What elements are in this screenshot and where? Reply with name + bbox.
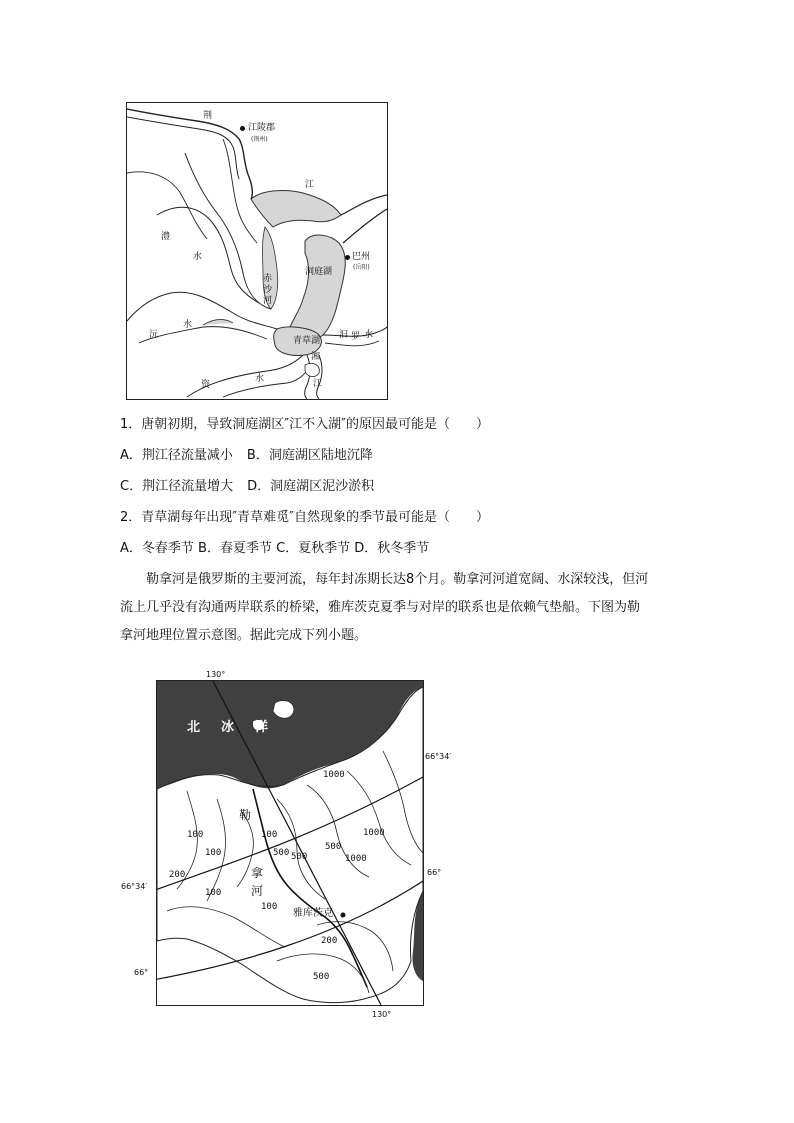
label-jiangling: 江陵郡 (248, 123, 276, 133)
dongting-lake-water (287, 235, 345, 342)
contour-label-1000-b: 1000 (363, 828, 385, 838)
contour-label-100-d: 100 (205, 888, 222, 898)
label-qingcao: 青草湖 (293, 336, 321, 346)
label-yakutsk: 雅库茨克 (293, 908, 333, 919)
q1-option-c: C．荆江径流量增大 (120, 479, 234, 494)
label-chisha-3: 河 (263, 296, 273, 306)
label-mi: 汩 (339, 330, 349, 340)
label-lena-2: 拿 (251, 866, 264, 880)
contour-south-1 (167, 907, 285, 947)
question-2-options: A．冬春季节 B．春夏季节 C．夏秋季节 D．秋冬季节 (120, 541, 430, 556)
question-1-options-cd (120, 480, 374, 493)
contour-label-1000-a: 1000 (323, 770, 345, 780)
label-jing: 荆 (203, 111, 213, 121)
label-arctic-ocean: 北 冰 洋 (187, 720, 273, 735)
jiang-outflow (341, 195, 387, 215)
dongting-map-drawing (127, 103, 387, 399)
question-1-options-ab (120, 449, 373, 462)
jing-river-line-2 (127, 117, 239, 179)
q1-option-b: B．洞庭湖区陆地沉降 (246, 448, 373, 463)
label-luo: 罗 (351, 332, 361, 342)
contour-label-500-c: 500 (291, 852, 308, 862)
lena-passage: 勒拿河是俄罗斯的主要河流，每年封冻期长达8个月。勒拿河河道宽阔、水深较浅，但河流上几乎没有沟通两岸联系的桥梁，雅库茨克夏季与对岸的联系也是依赖气垫船。下图为勒拿河地理位置示意图。据此完成下列小题。 (120, 572, 649, 643)
lat-right-6634-label: 66°34′ (425, 752, 452, 761)
lena-river-main (253, 789, 367, 987)
li-tributary (127, 172, 207, 239)
lat-66-line (157, 881, 423, 981)
label-xiang: 湘 (311, 352, 321, 362)
lat-right-66-label: 66° (427, 868, 442, 877)
zi-river-line-2 (223, 363, 311, 397)
contour-label-100-c: 100 (205, 848, 222, 858)
label-lena-1: 勒 (239, 808, 252, 822)
xiang-island (305, 363, 319, 376)
label-luo-shui: 水 (364, 330, 374, 340)
label-li: 澧 (161, 232, 171, 242)
jiang-outflow-2 (343, 209, 387, 243)
label-bazhou: 巴州 (352, 252, 371, 262)
contour-label-100-e: 100 (261, 902, 278, 912)
label-chisha-2: 沙 (263, 285, 273, 295)
q1-option-a: A．荆江径流量减小 (120, 448, 233, 463)
zi-river-line (187, 355, 303, 397)
contour-south-3 (317, 922, 393, 971)
label-xiang-jiang: 江 (313, 379, 323, 389)
yuan-river-line-2 (139, 327, 267, 343)
question-1-stem: 1．唐朝初期，导致洞庭湖区″江不入湖″的原因最可能是（ ） (120, 417, 489, 432)
contour-east-1 (347, 771, 411, 865)
q1-option-d: D．洞庭湖区泥沙淤积 (247, 479, 375, 494)
contour-label-1000-c: 1000 (345, 854, 367, 864)
lat-left-6634-label: 66°34′ (121, 882, 148, 891)
label-yueyang: (岳阳) (353, 264, 370, 271)
contour-label-100-a: 100 (187, 830, 204, 840)
lat-left-66-label: 66° (134, 968, 149, 977)
label-yuan-shui: 水 (183, 320, 193, 330)
label-li-shui: 水 (193, 252, 203, 262)
jiang-water-area (251, 191, 341, 227)
bazhou-city-dot (345, 255, 350, 260)
lena-river-map (156, 680, 424, 1006)
lon-top-label: 130° (206, 670, 226, 679)
arctic-ocean (157, 681, 423, 789)
jing-river-line (127, 109, 252, 199)
island-1 (273, 701, 294, 718)
label-chisha-1: 赤 (263, 274, 273, 284)
contour-label-500-b: 500 (325, 842, 342, 852)
xiang-river-line (305, 355, 310, 399)
lon-bottom-label: 130° (372, 1010, 392, 1019)
yuan-water-patch (203, 319, 233, 325)
jiangling-city-dot (240, 126, 245, 131)
label-lena-3: 河 (251, 884, 264, 898)
label-zi: 资 (201, 380, 211, 390)
li-river-line-2 (185, 153, 271, 309)
label-zi-shui: 水 (255, 374, 265, 384)
label-yuan: 沅 (149, 330, 159, 340)
label-jiang-top: 江 (305, 180, 315, 190)
yakutsk-city-dot (341, 913, 346, 918)
contour-label-200-b: 200 (321, 936, 338, 946)
contour-label-500-a: 500 (273, 848, 290, 858)
contour-east-2 (383, 751, 423, 853)
contour-label-100-b: 100 (261, 830, 278, 840)
question-2-stem: 2．青草湖每年出现″青草难觅″自然现象的季节最可能是（ ） (120, 510, 489, 525)
label-dongting: 洞庭湖 (305, 267, 333, 277)
dongting-lake-map (126, 102, 388, 400)
yuan-river-line (127, 292, 277, 329)
li-river-line (157, 207, 259, 303)
contour-label-500-d: 500 (313, 972, 330, 982)
contour-label-200-a: 200 (169, 870, 186, 880)
label-jingzhou: (荆州) (251, 136, 268, 143)
